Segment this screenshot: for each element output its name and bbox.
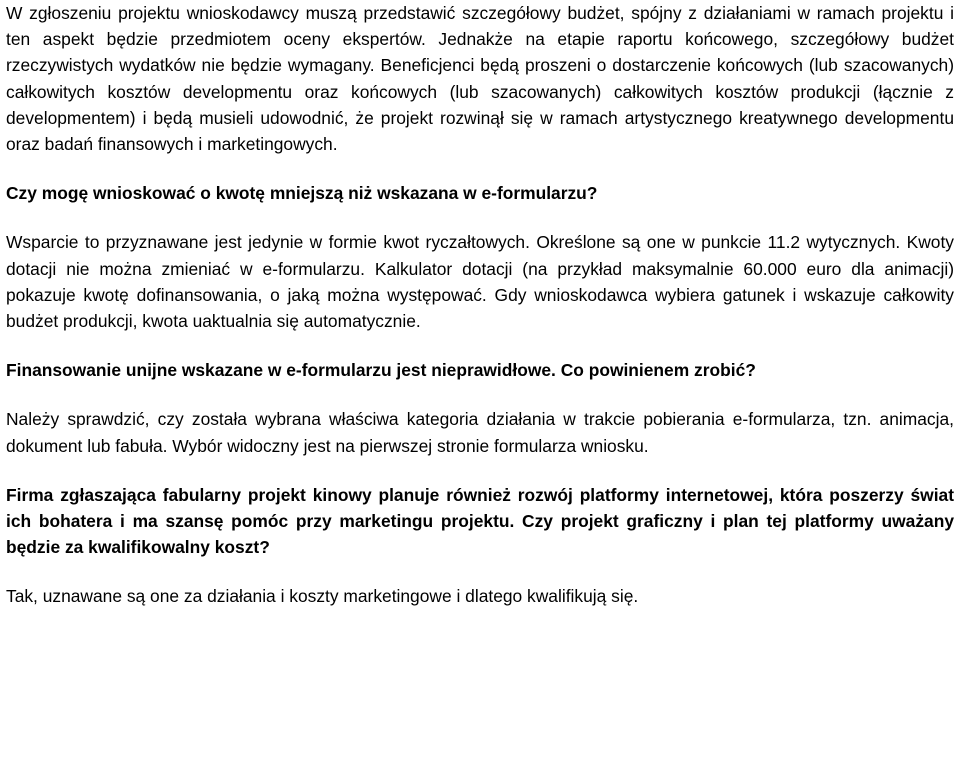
- question-lower-amount: Czy mogę wnioskować o kwotę mniejszą niż wskazana w e-formularzu?: [6, 183, 598, 204]
- answer-lower-amount: Wsparcie to przyznawane jest jedynie w formie kwot ryczałtowych. Określone są one w punkcie 11.2 wytycznych. Kwoty dotacji nie można zmieniać w e-formularzu. Kalkulator dotacji (na przykład maksymalnie 60.000 euro dla animacji) pokazuje kwotę dofinansowania, o jaką można występować. Gdy wnioskodawca wybiera gatunek i wskazuje całkowity budżet produkcji, kwota uaktualnia się automatycznie.: [6, 232, 954, 332]
- question-incorrect-funding: Finansowanie unijne wskazane w e-formularzu jest nieprawidłowe. Co powinienem zrobić?: [6, 360, 756, 381]
- budget-paragraph: W zgłoszeniu projektu wnioskodawcy muszą przedstawić szczegółowy budżet, spójny z działaniami w ramach projektu i ten aspekt będzie przedmiotem oceny ekspertów. Jednakże na etapie raportu końcowego, szczegółowy budżet rzeczywistych wydatków nie będzie wymagany. Beneficjenci będą proszeni o dostarczenie końcowych (lub szacowanych) całkowitych kosztów developmentu oraz końcowych (lub szacowanych) całkowitych kosztów produkcji (łącznie z developmentem) i będą musieli udowodnić, że projekt rozwinął się w ramach artystycznego kreatywnego developmentu oraz badań finansowych i marketingowych.: [6, 3, 954, 155]
- answer-web-platform: Tak, uznawane są one za działania i koszty marketingowe i dlatego kwalifikują się.: [6, 586, 639, 607]
- question-web-platform: Firma zgłaszająca fabularny projekt kinowy planuje również rozwój platformy internetowej, która poszerzy świat ich bohatera i ma szansę pomóc przy marketingu projektu. Czy projekt graficzny i plan tej platformy uważany będzie za kwalifikowalny koszt?: [6, 484, 954, 558]
- answer-incorrect-funding: Należy sprawdzić, czy została wybrana właściwa kategoria działania w trakcie pobierania e-formularza, tzn. animacja, dokument lub fabuła. Wybór widoczny jest na pierwszej stronie formularza wniosku.: [6, 409, 954, 456]
